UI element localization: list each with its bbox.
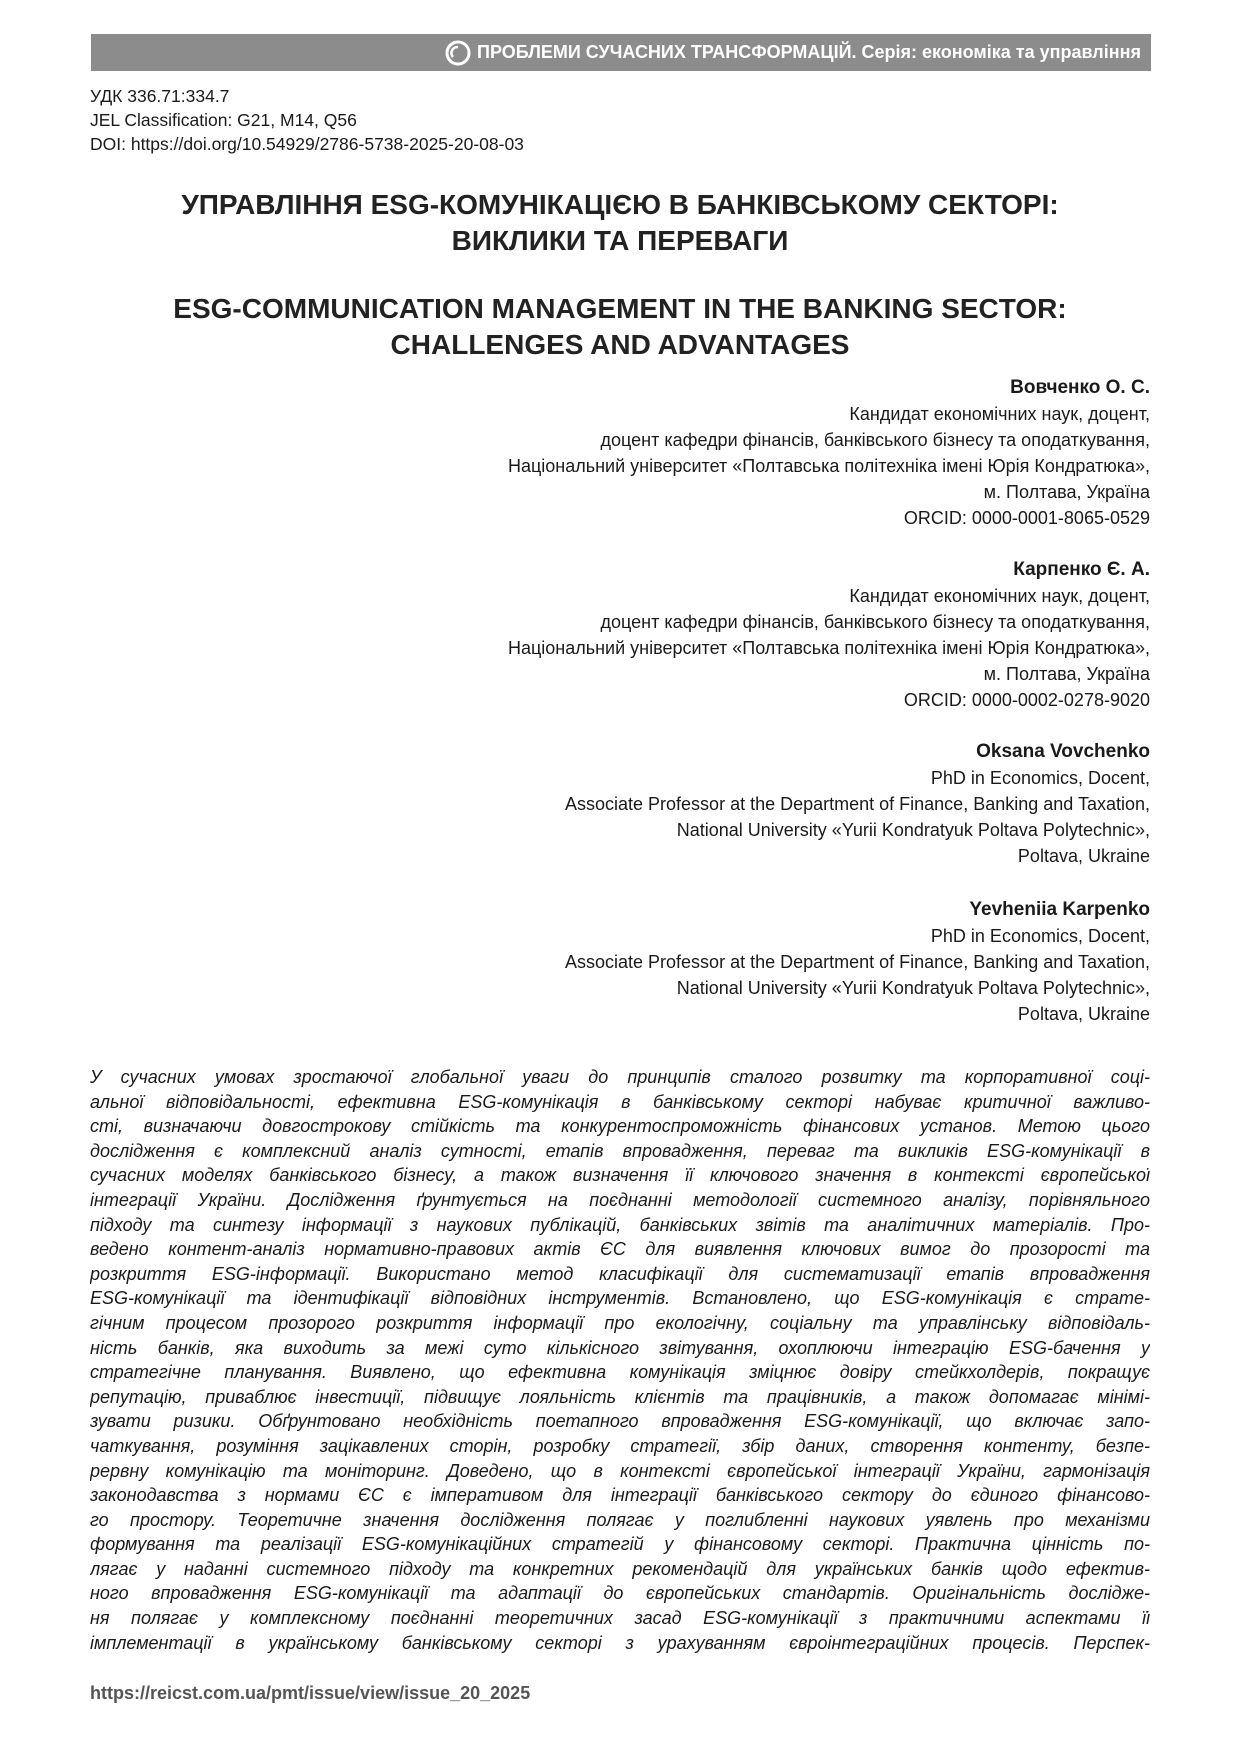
- author-university: Національний університет «Полтавська політехніка імені Юрія Кондратюка»,: [507, 456, 1150, 476]
- abstract-line: формування та реалізації ESG-комунікаційних стратегій у фінансовому секторі. Практична цінність по-: [90, 1534, 1150, 1555]
- abstract-line: підходу та синтезу інформації з наукових публікацій, банківських звітів та аналітичних матеріалів. Про-: [90, 1214, 1150, 1235]
- abstract-line: зувати ризики. Обґрунтовано необхідність поетапного впровадження ESG-комунікації, що включає запо-: [90, 1411, 1150, 1432]
- abstract-line: ведено контент-аналіз нормативно-правових актів ЄС для виявлення ключових вимог до прозорості та: [90, 1239, 1150, 1260]
- journal-name: ПРОБЛЕМИ СУЧАСНИХ ТРАНСФОРМАЦІЙ.: [477, 42, 857, 62]
- article-title-english: [90, 291, 1150, 363]
- author-university: National University «Yurii Kondratyuk Poltava Polytechnic»,: [676, 978, 1150, 998]
- title-uk-line: УПРАВЛІННЯ ESG-КОМУНІКАЦІЄЮ В БАНКІВСЬКОМУ СЕКТОРІ:: [181, 189, 1059, 220]
- doi-link[interactable]: DOI: https://doi.org/10.54929/2786-5738-2025-20-08-03: [90, 134, 524, 154]
- abstract-line: ність банків, яка виходить за межі суто кількісного звітування, охоплюючи інтеграцію ESG-бачення у: [90, 1337, 1150, 1358]
- author-university: National University «Yurii Kondratyuk Poltava Polytechnic»,: [676, 820, 1150, 840]
- abstract-line: гічним процесом прозорого розкриття інформації про екологічну, соціальну та управлінську відповідаль-: [90, 1312, 1150, 1333]
- footer-issue-link[interactable]: https://reicst.com.ua/pmt/issue/view/issue_20_2025: [90, 1683, 531, 1703]
- journal-header-bar: [91, 34, 1151, 71]
- abstract-line: У сучасних умовах зростаючої глобальної уваги до принципів сталого розвитку та корпоративної соці-: [90, 1067, 1150, 1087]
- author-degree: Кандидат економічних наук, доцент,: [849, 586, 1150, 606]
- abstract: [90, 1065, 1150, 1655]
- author-city: Poltava, Ukraine: [1017, 846, 1150, 866]
- abstract-line: законодавства з нормами ЄС є імперативом для інтеграції банківського сектору до єдиного фінансово-: [90, 1485, 1150, 1506]
- author-name: Вовченко О. С.: [1010, 377, 1150, 398]
- abstract-line: ного впровадження ESG-комунікації та адаптації до європейських стандартів. Оригінальність дослідже-: [90, 1583, 1150, 1604]
- author-degree: PhD in Economics, Docent,: [930, 926, 1150, 946]
- abstract-line: стратегічне планування. Виявлено, що ефективна комунікація зміцнює довіру стейкхолдерів, покращує: [90, 1362, 1150, 1383]
- author-position: доцент кафедри фінансів, банківського бізнесу та оподаткування,: [600, 430, 1150, 450]
- abstract-line: рервну комунікацію та моніторинг. Доведено, що в контексті європейської інтеграції України, гармонізація: [90, 1460, 1150, 1481]
- author-position: доцент кафедри фінансів, банківського бізнесу та оподаткування,: [600, 612, 1150, 632]
- journal-swirl-icon: [445, 40, 471, 66]
- abstract-line: ня полягає у комплексному поєднанні теоретичних засад ESG-комунікації з практичними аспектами її: [90, 1608, 1150, 1629]
- abstract-line: інтеграції України. Дослідження ґрунтується на поєднанні методології системного аналізу, порівняльного: [90, 1189, 1150, 1210]
- journal-series: Серія: економіка та управління: [856, 42, 1141, 62]
- author-city: м. Полтава, Україна: [983, 664, 1150, 684]
- author-block-vovchenko-en: [565, 739, 1150, 869]
- abstract-line: ESG-комунікації та ідентифікації відповідних інструментів. Встановлено, що ESG-комунікація є страте-: [90, 1288, 1150, 1309]
- author-university: Національний університет «Полтавська політехніка імені Юрія Кондратюка»,: [507, 638, 1150, 658]
- author-position: Associate Professor at the Department of Finance, Banking and Taxation,: [565, 952, 1150, 972]
- abstract-line: альної відповідальності, ефективна ESG-комунікація в банківському секторі набуває критичної важливо-: [90, 1091, 1150, 1112]
- udc-code: УДК 336.71:334.7: [90, 86, 230, 106]
- abstract-line: розкриття ESG-інформації. Використано метод класифікації для систематизації етапів впровадження: [90, 1263, 1150, 1284]
- author-orcid: ORCID: 0000-0001-8065-0529: [903, 508, 1150, 528]
- title-en-line: CHALLENGES AND ADVANTAGES: [390, 329, 850, 360]
- author-city: Poltava, Ukraine: [1017, 1004, 1150, 1024]
- author-name: Oksana Vovchenko: [976, 741, 1150, 762]
- author-name: Карпенко Є. А.: [1013, 559, 1150, 580]
- abstract-line: чаткування, розуміння зацікавлених сторін, розробку стратегії, збір даних, створення контенту, безпе-: [90, 1435, 1150, 1456]
- abstract-line: го простору. Теоретичне значення дослідження полягає у поглибленні наукових уявлень про механізми: [90, 1509, 1150, 1530]
- abstract-line: лягає у наданні системного підходу та конкретних рекомендацій для українських банків щодо ефектив-: [90, 1558, 1150, 1579]
- author-position: Associate Professor at the Department of Finance, Banking and Taxation,: [565, 794, 1150, 814]
- jel-classification: JEL Classification: G21, M14, Q56: [90, 110, 357, 130]
- author-city: м. Полтава, Україна: [983, 482, 1150, 502]
- title-uk-line: ВИКЛИКИ ТА ПЕРЕВАГИ: [451, 225, 789, 256]
- author-block-karpenko-en: [565, 897, 1150, 1027]
- abstract-line: дослідження є комплексний аналіз сутності, етапів впровадження, переваг та викликів ESG-комунікації в: [90, 1140, 1150, 1161]
- title-en-line: ESG-COMMUNICATION MANAGEMENT IN THE BANKING SECTOR:: [173, 293, 1067, 324]
- article-title-ukrainian: [90, 187, 1150, 259]
- abstract-line: сті, визначаючи довгострокову стійкість та конкурентоспроможність фінансових установ. Метою цього: [90, 1116, 1150, 1137]
- article-metadata: [90, 84, 524, 156]
- author-name: Yevheniia Karpenko: [969, 899, 1150, 920]
- abstract-line: імплементації в українському банківському секторі з урахуванням євроінтеграційних процесів. Перспек-: [90, 1632, 1150, 1653]
- abstract-line: сучасних моделях банківського бізнесу, а також визначення її ключового значення в контексті європейської: [90, 1165, 1150, 1186]
- author-degree: Кандидат економічних наук, доцент,: [849, 404, 1150, 424]
- author-block-karpenko-uk: [508, 557, 1150, 713]
- author-block-vovchenko-uk: [508, 375, 1150, 531]
- author-degree: PhD in Economics, Docent,: [930, 768, 1150, 788]
- author-orcid: ORCID: 0000-0002-0278-9020: [903, 690, 1150, 710]
- abstract-line: репутацію, приваблює інвестиції, підвищує лояльність клієнтів та працівників, а також допомагає мінімі-: [90, 1386, 1150, 1407]
